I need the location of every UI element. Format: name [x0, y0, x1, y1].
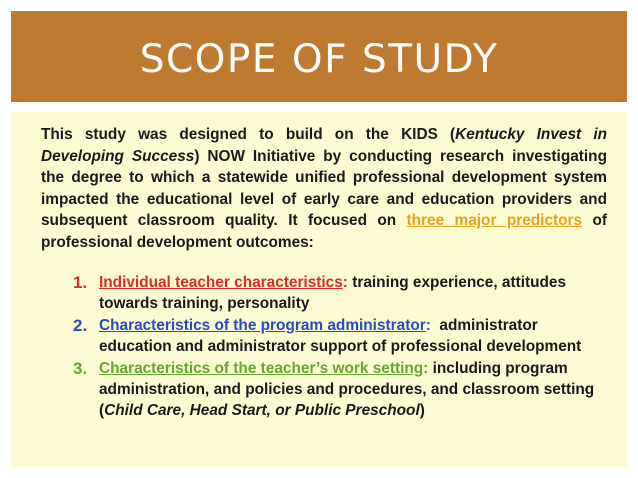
- list-item-text-end: ): [419, 402, 425, 420]
- slide-title: SCOPE OF STUDY: [139, 37, 499, 82]
- list-item-text: including program administration, and policies and procedures, and classroom setting (: [99, 359, 595, 420]
- intro-text-1: This study was designed to build on the KIDS (: [41, 126, 456, 143]
- intro-paragraph: [41, 124, 607, 254]
- title-bar: [11, 11, 627, 102]
- list-separator: :: [425, 316, 431, 334]
- list-separator: :: [423, 359, 429, 377]
- setting-types: Child Care, Head Start, or Public Preschool: [104, 402, 420, 420]
- work-setting-link[interactable]: Characteristics of the teacher’s work setting: [99, 359, 424, 377]
- list-item: [73, 272, 603, 315]
- list-item-text: administrator education and administrator support of professional development: [99, 316, 582, 356]
- content-box: [11, 112, 627, 467]
- list-item: [73, 315, 603, 358]
- list-number: 3.: [73, 358, 88, 378]
- teacher-characteristics-link[interactable]: Individual teacher characteristics: [99, 274, 343, 291]
- list-separator: :: [342, 274, 348, 291]
- list-number: 1.: [73, 273, 88, 292]
- three-major-predictors-link[interactable]: three major predictors: [406, 212, 583, 230]
- intro-text-3: of professional development outcomes:: [41, 212, 607, 251]
- list-item: [73, 358, 603, 422]
- predictor-list: [73, 272, 603, 422]
- list-item-text: training experience, attitudes towards training, personality: [99, 274, 567, 313]
- program-administrator-link[interactable]: Characteristics of the program administrator: [99, 316, 426, 334]
- intro-text-2: ) NOW Initiative by conducting research investigating the degree to which a statewide unified professional development system impacted the educational level of early care and education providers and subsequent classroom quality. It focused on: [41, 147, 607, 230]
- kids-expansion: Kentucky Invest in Developing Success: [41, 126, 608, 165]
- list-number: 2.: [73, 315, 88, 335]
